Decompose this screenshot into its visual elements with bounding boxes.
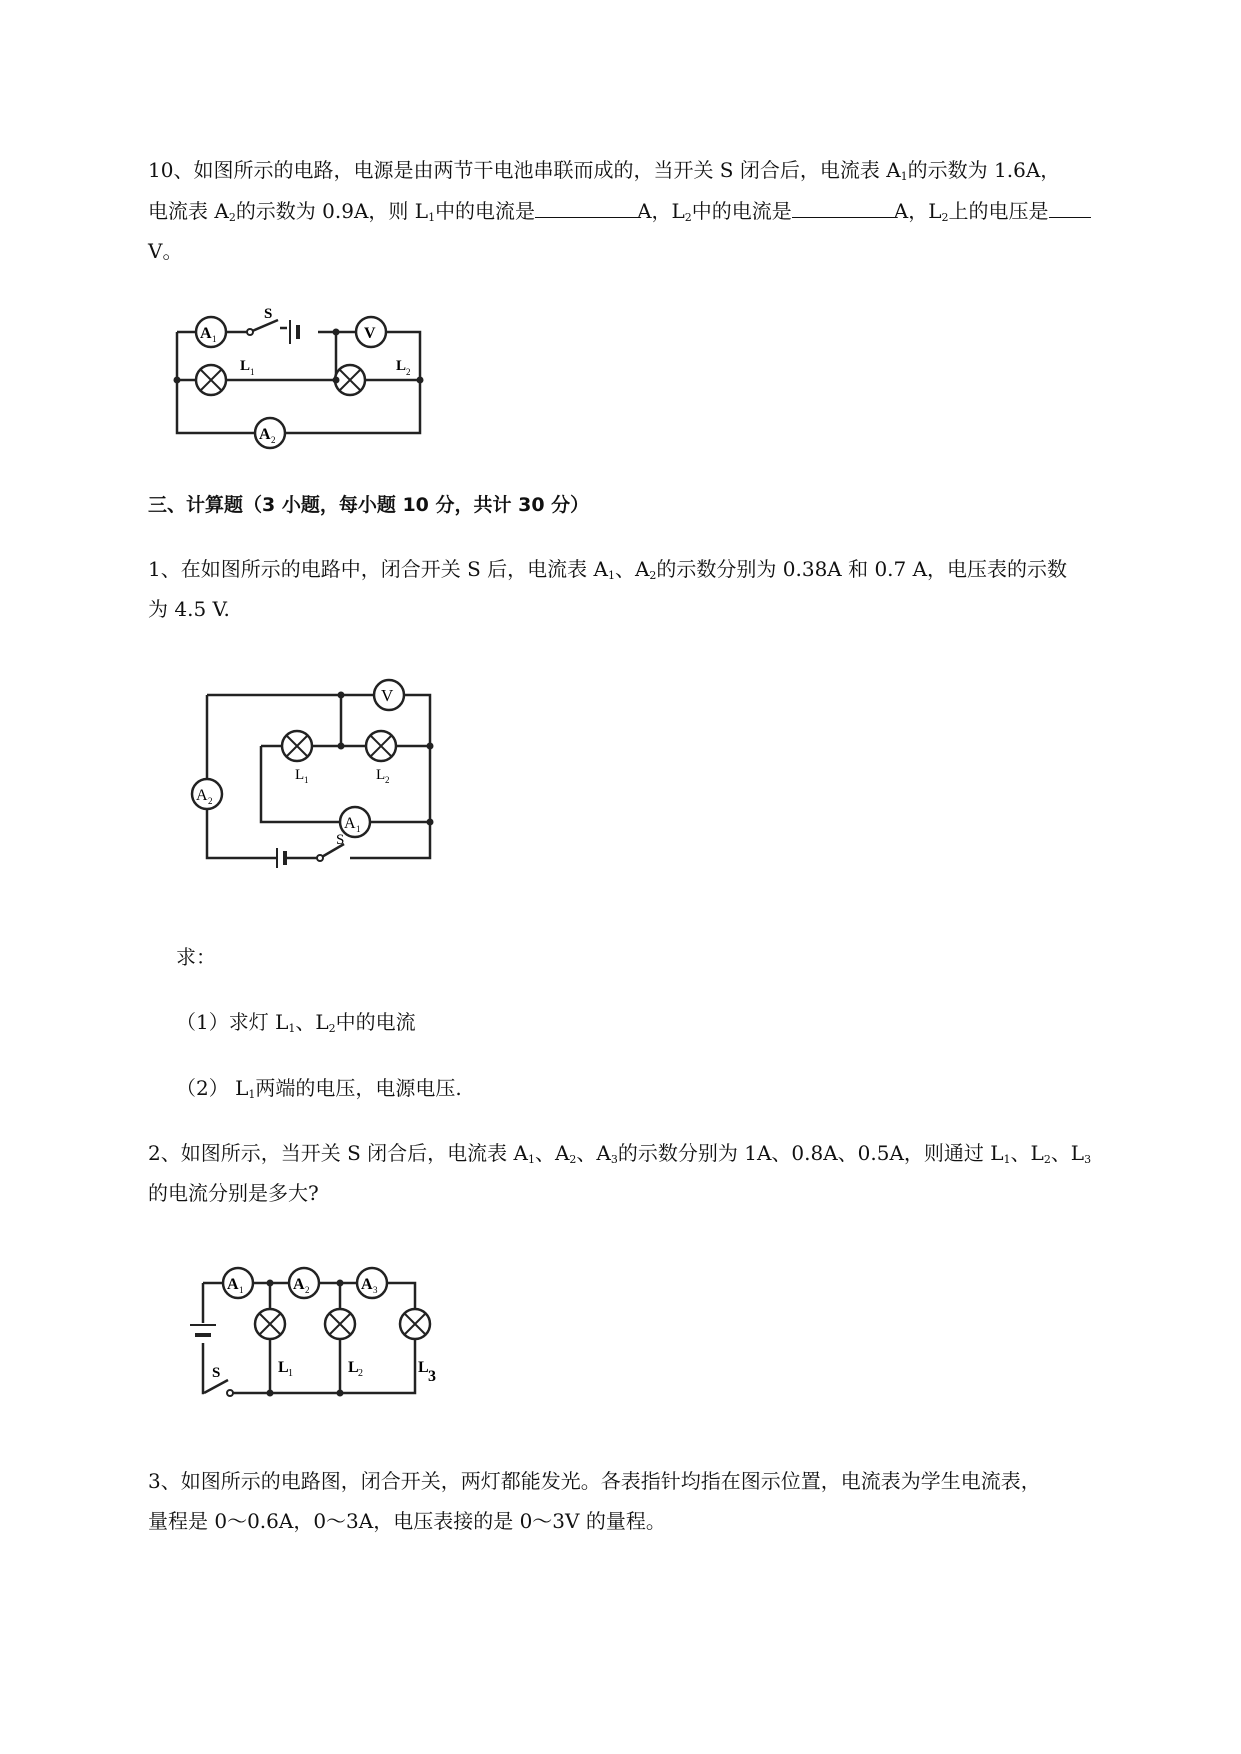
lamp-l1 xyxy=(282,731,312,761)
section-heading: 三、计算题（3 小题，每小题 10 分，共计 30 分） xyxy=(148,494,590,516)
svg-text:1: 1 xyxy=(356,824,361,834)
svg-text:2: 2 xyxy=(208,796,213,806)
svg-text:A: A xyxy=(200,325,212,342)
ammeter-a2 xyxy=(192,779,222,809)
problem1-line-2: 为 4.5 V. xyxy=(148,597,230,621)
ammeter-a3 xyxy=(357,1268,387,1298)
ammeter-a1 xyxy=(196,317,226,347)
svg-text:1: 1 xyxy=(304,775,309,785)
svg-text:1: 1 xyxy=(212,334,217,344)
svg-text:2: 2 xyxy=(385,775,390,785)
ammeter-a2 xyxy=(255,418,285,448)
ammeter-a1 xyxy=(340,807,370,837)
lamp-label-l2: L xyxy=(348,1359,359,1376)
lamp-label-l3: L xyxy=(418,1359,429,1376)
problem1-line-1: 1、在如图所示的电路中，闭合开关 S 后，电流表 $A_1$、$A_2$的示数分别为 0.38A 和 0.7 A，电压表的示数 xyxy=(148,557,1068,582)
lamp-label-l1: L xyxy=(278,1359,289,1376)
lamp-label-l1: L xyxy=(295,767,305,783)
svg-text:1: 1 xyxy=(250,367,255,377)
svg-text:A: A xyxy=(227,1276,239,1293)
problem1-sub1: （1）求灯 $L_1$、$L_2$中的电流 xyxy=(176,1010,416,1035)
switch-label: S xyxy=(212,1365,221,1381)
q10-line-1: 10、如图所示的电路，电源是由两节干电池串联而成的，当开关 S 闭合后，电流表 $A_1$的示数为 1.6A， xyxy=(148,158,1061,183)
switch-label: S xyxy=(336,832,345,848)
switch-label: S xyxy=(264,306,273,322)
svg-text:3: 3 xyxy=(373,1285,378,1295)
lamp-l1 xyxy=(196,365,226,395)
answer-blank-2[interactable] xyxy=(792,195,894,218)
svg-text:A: A xyxy=(344,815,356,832)
lamp-l2 xyxy=(325,1309,355,1339)
circuit-diagram-q10 xyxy=(170,300,430,460)
voltmeter xyxy=(374,680,404,710)
answer-blank-1[interactable] xyxy=(535,195,637,218)
q10-line-3: V。 xyxy=(148,239,183,263)
problem2-line-2: 的电流分别是多大? xyxy=(148,1181,319,1205)
svg-text:2: 2 xyxy=(271,435,276,445)
lamp-l3 xyxy=(400,1309,430,1339)
svg-text:A: A xyxy=(293,1276,305,1293)
voltmeter xyxy=(356,317,386,347)
ammeter-a1 xyxy=(223,1268,253,1298)
lamp-l1 xyxy=(255,1309,285,1339)
problem3-line-1: 3、如图所示的电路图，闭合开关，两灯都能发光。各表指针均指在图示位置，电流表为学生电流表， xyxy=(148,1469,1041,1493)
answer-blank-3[interactable] xyxy=(1049,195,1091,218)
svg-text:1: 1 xyxy=(239,1285,244,1295)
circuit-diagram-problem2 xyxy=(190,1265,450,1435)
problem3-line-2: 量程是 0～0.6A，0～3A，电压表接的是 0～3V 的量程。 xyxy=(148,1509,666,1533)
svg-text:A: A xyxy=(361,1276,373,1293)
svg-text:2: 2 xyxy=(406,367,411,377)
lamp-label-l1: L xyxy=(240,358,251,374)
svg-text:A: A xyxy=(196,787,208,804)
svg-text:V: V xyxy=(364,325,376,342)
lamp-label-l2: L xyxy=(396,358,407,374)
lamp-label-l2: L xyxy=(376,767,386,783)
ammeter-a2 xyxy=(289,1268,319,1298)
svg-text:V: V xyxy=(381,686,394,705)
svg-text:1: 1 xyxy=(288,1368,293,1379)
svg-text:A: A xyxy=(259,426,271,443)
svg-text:2: 2 xyxy=(358,1368,363,1379)
svg-text:2: 2 xyxy=(305,1285,310,1295)
circuit-diagram-problem1 xyxy=(190,680,440,890)
problem2-line-1: 2、如图所示，当开关 S 闭合后，电流表 $A_1$、$A_2$、$A_3$的示数分别为 1A、0.8A、0.5A，则通过 $L_1$、$L_2$、$L_3$ xyxy=(148,1141,1092,1166)
lamp-l2 xyxy=(366,731,396,761)
svg-text:3: 3 xyxy=(428,1368,436,1385)
problem1-sub2: （2） $L_1$两端的电压，电源电压. xyxy=(176,1076,462,1101)
q10-line-2: 电流表 $A_2$的示数为 0.9A，则 $L_1$中的电流是 A，$L_2$中的电流是 A，$L_2$上的电压是 xyxy=(148,195,1091,226)
problem1-ask: 求： xyxy=(176,945,216,969)
